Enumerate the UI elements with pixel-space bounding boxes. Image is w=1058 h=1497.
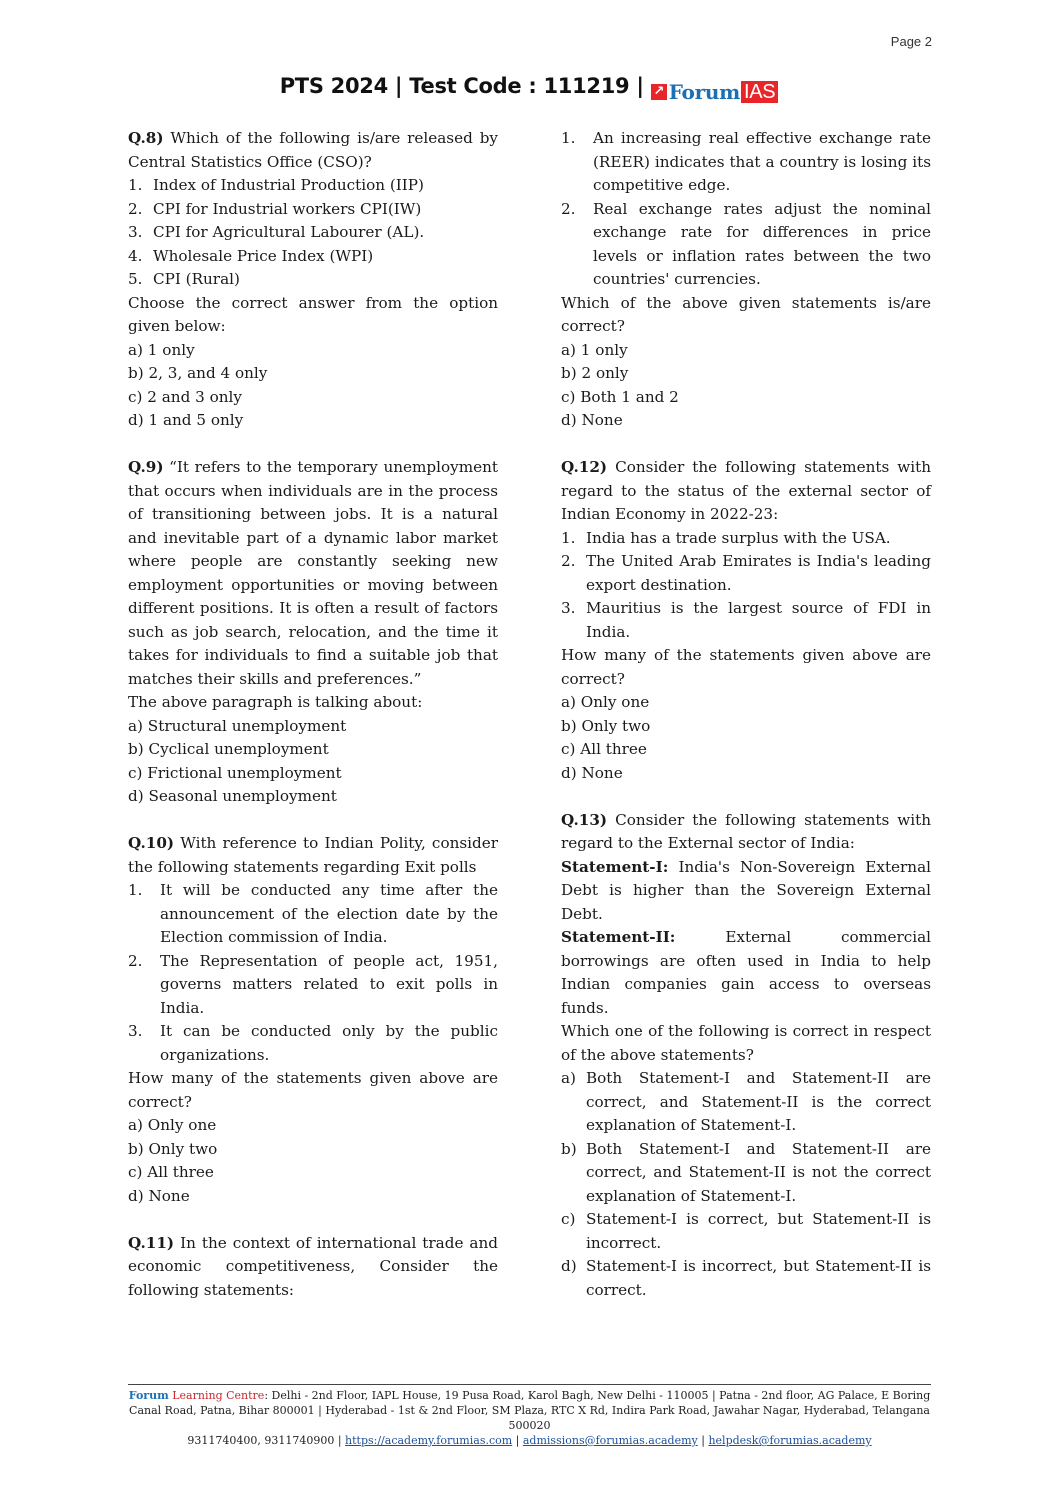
statement	[128, 879, 498, 950]
option-a: a) Only one	[561, 693, 650, 711]
question-10	[128, 832, 498, 1208]
logo-ias-text: IAS	[741, 81, 778, 103]
question-9	[128, 456, 498, 809]
right-column	[561, 127, 931, 1326]
question-8	[128, 127, 498, 433]
separator: |	[512, 1434, 523, 1447]
question-text: Consider the following statements with regard to the status of the external sector of Indian Economy in 2022-23:	[561, 458, 931, 523]
statement-number: 2.	[128, 199, 143, 218]
question-11-intro	[128, 1232, 498, 1303]
option-d: d) None	[561, 411, 623, 429]
option-letter: c)	[561, 1210, 576, 1228]
footer-brand-learning-centre: Learning Centre	[168, 1389, 265, 1402]
footer-phones: 9311740400, 9311740900	[187, 1434, 335, 1447]
question-number: Q.10)	[128, 834, 175, 852]
statement-1-text: India's Non-Sovereign External Debt is higher than the Sovereign External Debt.	[561, 857, 931, 923]
statement-number: 2.	[128, 951, 143, 970]
question-prompt: How many of the statements given above are correct?	[561, 646, 931, 688]
statement-text: Real exchange rates adjust the nominal exchange rate for differences in price levels or inflation rates between the two countries' currencies.	[593, 199, 931, 288]
option-b	[561, 1138, 931, 1209]
option-b: b) 2, 3, and 4 only	[128, 364, 268, 382]
statement-number: 3.	[128, 223, 143, 241]
question-prompt: Choose the correct answer from the option given below:	[128, 293, 498, 335]
option-letter: b)	[561, 1139, 577, 1158]
option-text: Both Statement-I and Statement-II are correct, and Statement-II is the correct explanation of Statement-I.	[586, 1069, 931, 1134]
statement-text: An increasing real effective exchange rate (REER) indicates that a country is losing its competitive edge.	[593, 129, 931, 194]
statement-2	[561, 926, 931, 1020]
question-12	[561, 456, 931, 785]
option-text: Both Statement-I and Statement-II are correct, and Statement-II is not the correct explanation of Statement-I.	[586, 1139, 931, 1205]
statement	[561, 527, 931, 551]
statement	[128, 174, 498, 198]
statement-text: Wholesale Price Index (WPI)	[153, 246, 374, 265]
question-text: In the context of international trade and economic competitiveness, Consider the following statements:	[128, 1233, 498, 1299]
statement-number: 2.	[561, 552, 576, 570]
question-number: Q.8)	[128, 129, 164, 147]
question-text: With reference to Indian Polity, consider the following statements regarding Exit polls	[128, 834, 498, 876]
statement	[561, 127, 931, 198]
option-b: b) Only two	[128, 1139, 218, 1158]
page-footer	[128, 1388, 931, 1448]
question-prompt: The above paragraph is talking about:	[128, 693, 423, 711]
statement-number: 3.	[561, 599, 576, 617]
option-b: b) Cyclical unemployment	[128, 740, 329, 758]
statement	[128, 1020, 498, 1067]
option-c: c) Frictional unemployment	[128, 763, 342, 782]
statement-number: 4.	[128, 246, 143, 265]
footer-brand-forum: Forum	[128, 1389, 169, 1402]
statement-number: 1.	[128, 176, 143, 194]
question-prompt: Which of the above given statements is/are correct?	[561, 293, 931, 335]
option-d: d) None	[128, 1186, 190, 1205]
option-c	[561, 1208, 931, 1255]
option-d: d) Seasonal unemployment	[128, 787, 337, 805]
statement-number: 1.	[561, 129, 576, 147]
forumias-logo	[651, 80, 779, 104]
left-column	[128, 127, 498, 1326]
statement-1-label: Statement-I:	[561, 857, 669, 876]
logo-forum-text: Forum	[668, 80, 740, 104]
page-header	[0, 74, 1058, 104]
statement-2-text: External commercial borrowings are often used in India to help Indian companies gain access to overseas funds.	[561, 928, 931, 1017]
statement-number: 1.	[561, 528, 576, 547]
option-d	[561, 1255, 931, 1302]
statement	[128, 221, 498, 245]
statement-text: The United Arab Emirates is India's leading export destination.	[586, 552, 931, 594]
page-number: Page 2	[890, 34, 932, 49]
option-letter: a)	[561, 1069, 576, 1087]
option-a: a) Only one	[128, 1116, 217, 1134]
option-letter: d)	[561, 1257, 577, 1275]
statement	[128, 245, 498, 269]
admissions-email-link[interactable]: admissions@forumias.academy	[522, 1434, 698, 1447]
question-prompt: How many of the statements given above are correct?	[128, 1069, 498, 1111]
question-number: Q.12)	[561, 458, 608, 476]
statement-text: The Representation of people act, 1951, governs matters related to exit polls in India.	[160, 951, 498, 1017]
statement	[128, 268, 498, 292]
question-13	[561, 809, 931, 1303]
footer-colon: :	[264, 1389, 272, 1402]
statement-text: CPI for Industrial workers CPI(IW)	[153, 199, 422, 218]
statement-number: 5.	[128, 270, 143, 288]
arrow-up-right-icon: ↗	[651, 84, 667, 100]
question-number: Q.9)	[128, 458, 164, 476]
question-prompt: Which one of the following is correct in respect of the above statements?	[561, 1022, 931, 1064]
option-a	[561, 1067, 931, 1138]
statement	[561, 550, 931, 597]
question-11-continued	[561, 127, 931, 433]
helpdesk-email-link[interactable]: helpdesk@forumias.academy	[708, 1434, 872, 1447]
option-a: a) 1 only	[561, 340, 628, 359]
website-link[interactable]: https://academy.forumias.com	[345, 1434, 513, 1447]
statement	[561, 597, 931, 644]
statement-text: CPI (Rural)	[153, 270, 240, 288]
question-number: Q.11)	[128, 1233, 175, 1252]
statement	[128, 950, 498, 1021]
question-text: Which of the following is/are released by Central Statistics Office (CSO)?	[128, 129, 498, 171]
statement-number: 2.	[561, 199, 576, 218]
option-c: c) All three	[561, 740, 647, 758]
question-number: Q.13)	[561, 810, 608, 829]
statement-text: It will be conducted any time after the announcement of the election date by the Election commission of India.	[160, 881, 498, 946]
option-d: d) 1 and 5 only	[128, 411, 244, 429]
option-text: Statement-I is incorrect, but Statement-II is correct.	[586, 1257, 931, 1299]
separator: |	[334, 1434, 346, 1447]
option-c: c) All three	[128, 1163, 214, 1181]
statement-text: CPI for Agricultural Labourer (AL).	[153, 223, 425, 241]
option-text: Statement-I is correct, but Statement-II is incorrect.	[586, 1210, 931, 1252]
statement-text: Index of Industrial Production (IIP)	[153, 176, 424, 194]
option-a: a) 1 only	[128, 340, 195, 359]
option-b: b) 2 only	[561, 364, 629, 382]
statement-text: It can be conducted only by the public organizations.	[160, 1022, 498, 1064]
statement-number: 3.	[128, 1022, 143, 1040]
statement	[561, 198, 931, 292]
statement-text: Mauritius is the largest source of FDI in India.	[586, 599, 931, 641]
footer-divider	[128, 1384, 931, 1385]
statement	[128, 198, 498, 222]
statement-number: 1.	[128, 881, 143, 899]
question-text: “It refers to the temporary unemployment that occurs when individuals are in the process of transitioning between jobs. It is a natural and inevitable part of a dynamic labor market where people are constantly seeking new employment opportunities or moving between different positions. It is often a result of factors such as job search, relocation, and the time it takes for individuals to find a suitable job that matches their skills and preferences.”	[128, 458, 498, 688]
statement-2-label: Statement-II:	[561, 928, 676, 946]
option-d: d) None	[561, 763, 623, 782]
option-a: a) Structural unemployment	[128, 716, 347, 735]
separator: |	[697, 1434, 709, 1447]
header-title: PTS 2024 | Test Code : 111219 |	[279, 74, 644, 98]
question-text: Consider the following statements with regard to the External sector of India:	[561, 810, 931, 852]
option-c: c) 2 and 3 only	[128, 387, 242, 406]
statement-text: India has a trade surplus with the USA.	[586, 528, 891, 547]
footer-addresses: Delhi - 2nd Floor, IAPL House, 19 Pusa Road, Karol Bagh, New Delhi - 110005 | Patna - 2nd floor, AG Palace, E Boring Canal Road, Patna, Bihar 800001 | Hyderabad - 1st & 2nd Floor, SM Plaza, RTC X Rd, Indira Park Road, Jawahar Nagar, Hyderabad, Telangana 500020	[129, 1389, 931, 1432]
option-c: c) Both 1 and 2	[561, 387, 679, 406]
option-b: b) Only two	[561, 716, 651, 735]
statement-1	[561, 856, 931, 927]
